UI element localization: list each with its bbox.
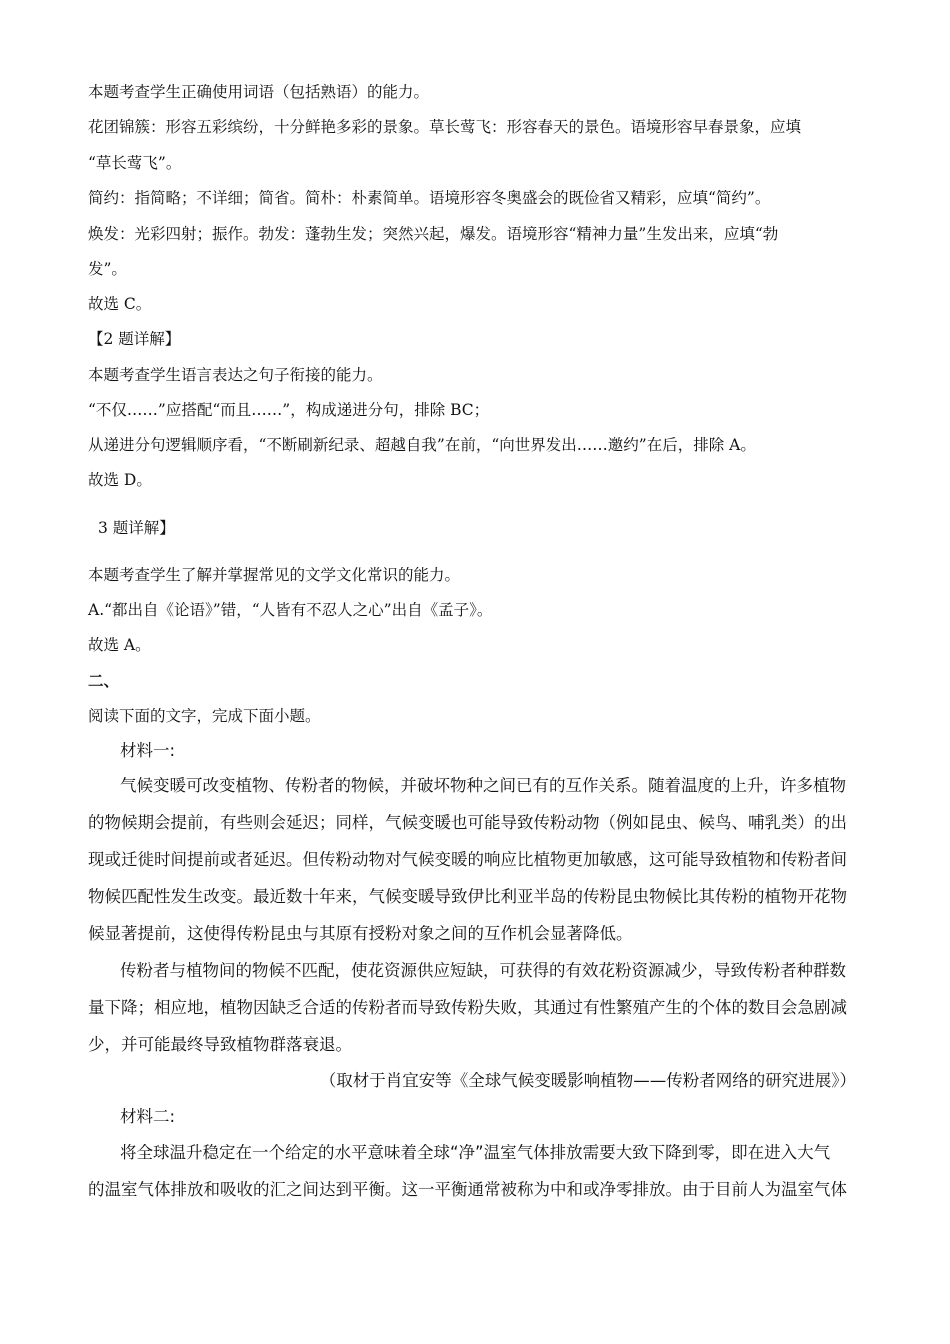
q2-heading: 【2 题详解】 <box>88 330 181 348</box>
q1-line3a: 焕发：光彩四射；振作。勃发：蓬勃生发；突然兴起，爆发。语境形容“精神力量”生发出来，应填“勃 <box>88 225 779 243</box>
q1-line1b: “草长莺飞”。 <box>88 154 182 172</box>
q3-line1: A.“都出自《论语》”错，“人皆有不忍人之心”出自《孟子》。 <box>88 601 493 619</box>
q1-line2: 简约：指简略；不详细；简省。简朴：朴素简单。语境形容冬奥盛会的既俭省又精彩，应填“简约”。 <box>88 189 771 207</box>
material1-line: 候显著提前，这使得传粉昆虫与其原有授粉对象之间的互作机会显著降低。 <box>88 924 633 943</box>
q3-intro: 本题考查学生了解并掌握常见的文学文化常识的能力。 <box>88 566 461 584</box>
q2-choice: 故选 D。 <box>88 471 152 489</box>
section-instruction: 阅读下面的文字，完成下面小题。 <box>88 707 321 725</box>
q1-intro: 本题考查学生正确使用词语（包括熟语）的能力。 <box>88 83 430 101</box>
q1-line3b: 发”。 <box>88 260 127 278</box>
q3-heading: 3 题详解】 <box>98 519 175 537</box>
section-number: 二、 <box>88 671 120 690</box>
material1-line: 气候变暖可改变植物、传粉者的物候，并破坏物种之间已有的互作关系。随着温度的上升，许多植物 <box>120 776 846 795</box>
material2-label: 材料二: <box>120 1107 176 1126</box>
material2-line: 将全球温升稳定在一个给定的水平意味着全球“净”温室气体排放需要大致下降到零，即在进入大气 <box>120 1143 831 1162</box>
q1-line1a: 花团锦簇：形容五彩缤纷，十分鲜艳多彩的景象。草长莺飞：形容春天的景色。语境形容早春景象，应填 <box>88 118 802 136</box>
q2-line1: “不仅……”应搭配“而且……”，构成递进分句，排除 BC； <box>88 401 490 419</box>
material1-line: 现或迁徙时间提前或者延迟。但传粉动物对气候变暖的响应比植物更加敏感，这可能导致植物和传粉者间 <box>88 850 847 869</box>
q2-line2: 从递进分句逻辑顺序看，“不断刷新纪录、超越自我”在前，“向世界发出……邀约”在后，排除 A。 <box>88 436 756 454</box>
material1-line: 的物候期会提前，有些则会延迟；同样，气候变暖也可能导致传粉动物（例如昆虫、候鸟、哺乳类）的出 <box>88 813 847 832</box>
material1-line: 物候匹配性发生改变。最近数十年来，气候变暖导致伊比利亚半岛的传粉昆虫物候比其传粉的植物开花物 <box>88 887 847 906</box>
material1-line: 少，并可能最终导致植物群落衰退。 <box>88 1035 352 1054</box>
q2-intro: 本题考查学生语言表达之句子衔接的能力。 <box>88 366 383 384</box>
material1-source: （取材于肖宜安等《全球气候变暖影响植物——传粉者网络的研究进展》） <box>319 1071 856 1090</box>
material1-label: 材料一: <box>120 741 176 760</box>
q3-choice: 故选 A。 <box>88 636 151 654</box>
material2-line: 的温室气体排放和吸收的汇之间达到平衡。这一平衡通常被称为中和或净零排放。由于目前人为温室气体 <box>88 1180 847 1199</box>
q1-choice: 故选 C。 <box>88 295 152 313</box>
material1-line: 传粉者与植物间的物候不匹配，使花资源供应短缺，可获得的有效花粉资源减少，导致传粉者种群数 <box>120 961 846 980</box>
material1-line: 量下降；相应地，植物因缺乏合适的传粉者而导致传粉失败，其通过有性繁殖产生的个体的数目会急剧减 <box>88 998 847 1017</box>
